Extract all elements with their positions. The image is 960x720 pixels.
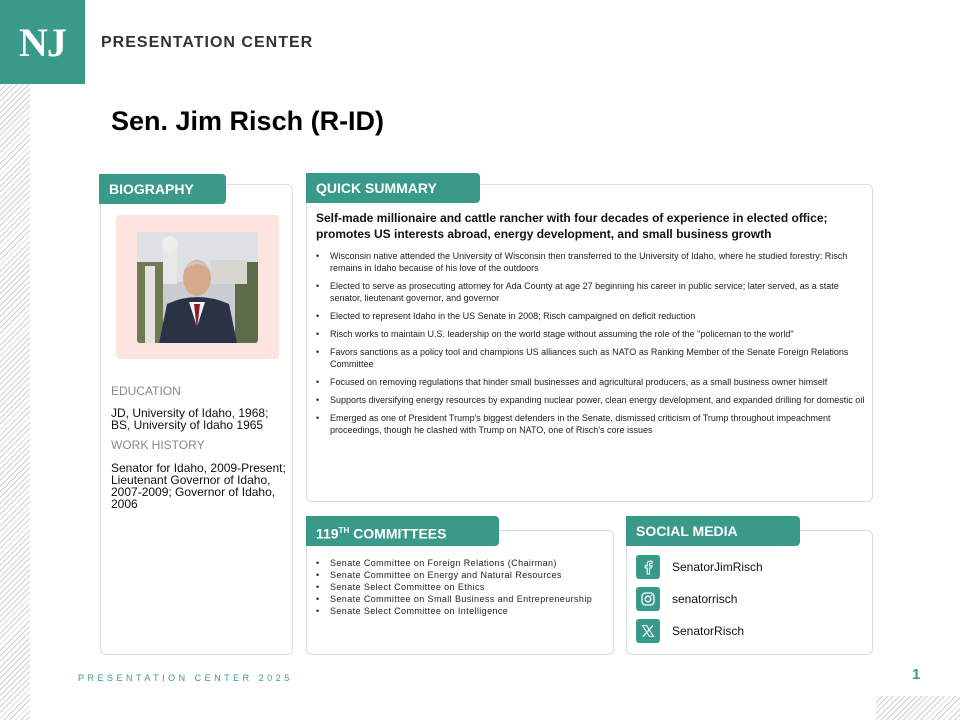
summary-bullet: • Supports diversifying energy resources by expanding nuclear power, clean energy development, and expanded drilling for domestic oil — [316, 394, 866, 406]
social-media-tab: SOCIAL MEDIA — [626, 516, 800, 546]
social-row-x[interactable] — [636, 619, 744, 643]
summary-bullet: • Elected to serve as prosecuting attorney for Ada County at age 27 beginning his career in public service; later served, as a state senator, lieutenant governor, and governor — [316, 280, 866, 304]
committee-item: • Senate Select Committee on Intelligence — [316, 605, 606, 617]
page-number: 1 — [912, 666, 921, 683]
committees-tab-suffix: TH — [338, 526, 350, 535]
summary-bullet: • Favors sanctions as a policy tool and champions US alliances such as NATO as Ranking Member of the Senate Foreign Relations Committee — [316, 346, 866, 370]
social-row-instagram[interactable] — [636, 587, 737, 611]
committee-item: • Senate Select Committee on Ethics — [316, 581, 606, 593]
header-title: PRESENTATION CENTER — [101, 34, 314, 51]
education-label: EDUCATION — [111, 384, 181, 398]
social-row-facebook[interactable] — [636, 555, 763, 579]
committee-item: • Senate Committee on Foreign Relations (Chairman) — [316, 557, 606, 569]
summary-bullet-list — [316, 250, 866, 442]
biography-tab: BIOGRAPHY — [99, 174, 226, 204]
decorative-stripes-bottom — [876, 696, 960, 720]
work-history-text: Senator for Idaho, 2009-Present; Lieutenant Governor of Idaho, 2007-2009; Governor of Idaho, 2006 — [111, 461, 286, 511]
education-text: JD, University of Idaho, 1968; BS, University of Idaho 1965 — [111, 406, 269, 432]
summary-bullet: • Focused on removing regulations that hinder small businesses and agricultural producers, as a small business owner himself — [316, 376, 866, 388]
committee-item: • Senate Committee on Energy and Natural Resources — [316, 569, 606, 581]
summary-headline: Self-made millionaire and cattle rancher with four decades of experience in elected office; promotes US interests abroad, energy development, and small business growth — [316, 211, 828, 241]
summary-bullet: • Elected to represent Idaho in the US Senate in 2008; Risch campaigned on deficit reduction — [316, 310, 866, 322]
page-title: Sen. Jim Risch (R-ID) — [111, 106, 385, 136]
committees-tab-label: COMMITTEES — [349, 525, 447, 542]
summary-bullet: • Risch works to maintain U.S. leadership on the world stage without assuming the role of the "policeman to the world" — [316, 328, 866, 340]
committees-tab — [306, 516, 499, 546]
x-handle[interactable]: SenatorRisch — [672, 624, 745, 638]
summary-bullet: • Wisconsin native attended the University of Wisconsin then transferred to the University of Idaho, where he studied forestry; Risch remains in Idaho because of his love of the outdoors — [316, 250, 866, 274]
facebook-icon — [636, 555, 660, 579]
committees-list — [316, 557, 606, 617]
work-history-label: WORK HISTORY — [111, 438, 205, 452]
instagram-icon — [636, 587, 660, 611]
nj-logo — [0, 0, 85, 84]
quick-summary-tab: QUICK SUMMARY — [306, 173, 480, 203]
footer-text: PRESENTATION CENTER 2025 — [78, 673, 293, 683]
instagram-handle[interactable]: senatorrisch — [672, 592, 738, 606]
committees-tab-number: 119 — [316, 525, 339, 542]
facebook-handle[interactable]: SenatorJimRisch — [672, 560, 763, 574]
committee-item: • Senate Committee on Small Business and Entrepreneurship — [316, 593, 606, 605]
x-icon — [636, 619, 660, 643]
senator-portrait — [137, 232, 258, 343]
logo-text: NJ — [19, 19, 66, 65]
decorative-stripes-left — [0, 84, 30, 720]
summary-bullet: • Emerged as one of President Trump's biggest defenders in the Senate, dismissed criticism of Trump throughout impeachment proceedings, though he clashed with Trump on NATO, one of Risch's core issues — [316, 412, 866, 436]
